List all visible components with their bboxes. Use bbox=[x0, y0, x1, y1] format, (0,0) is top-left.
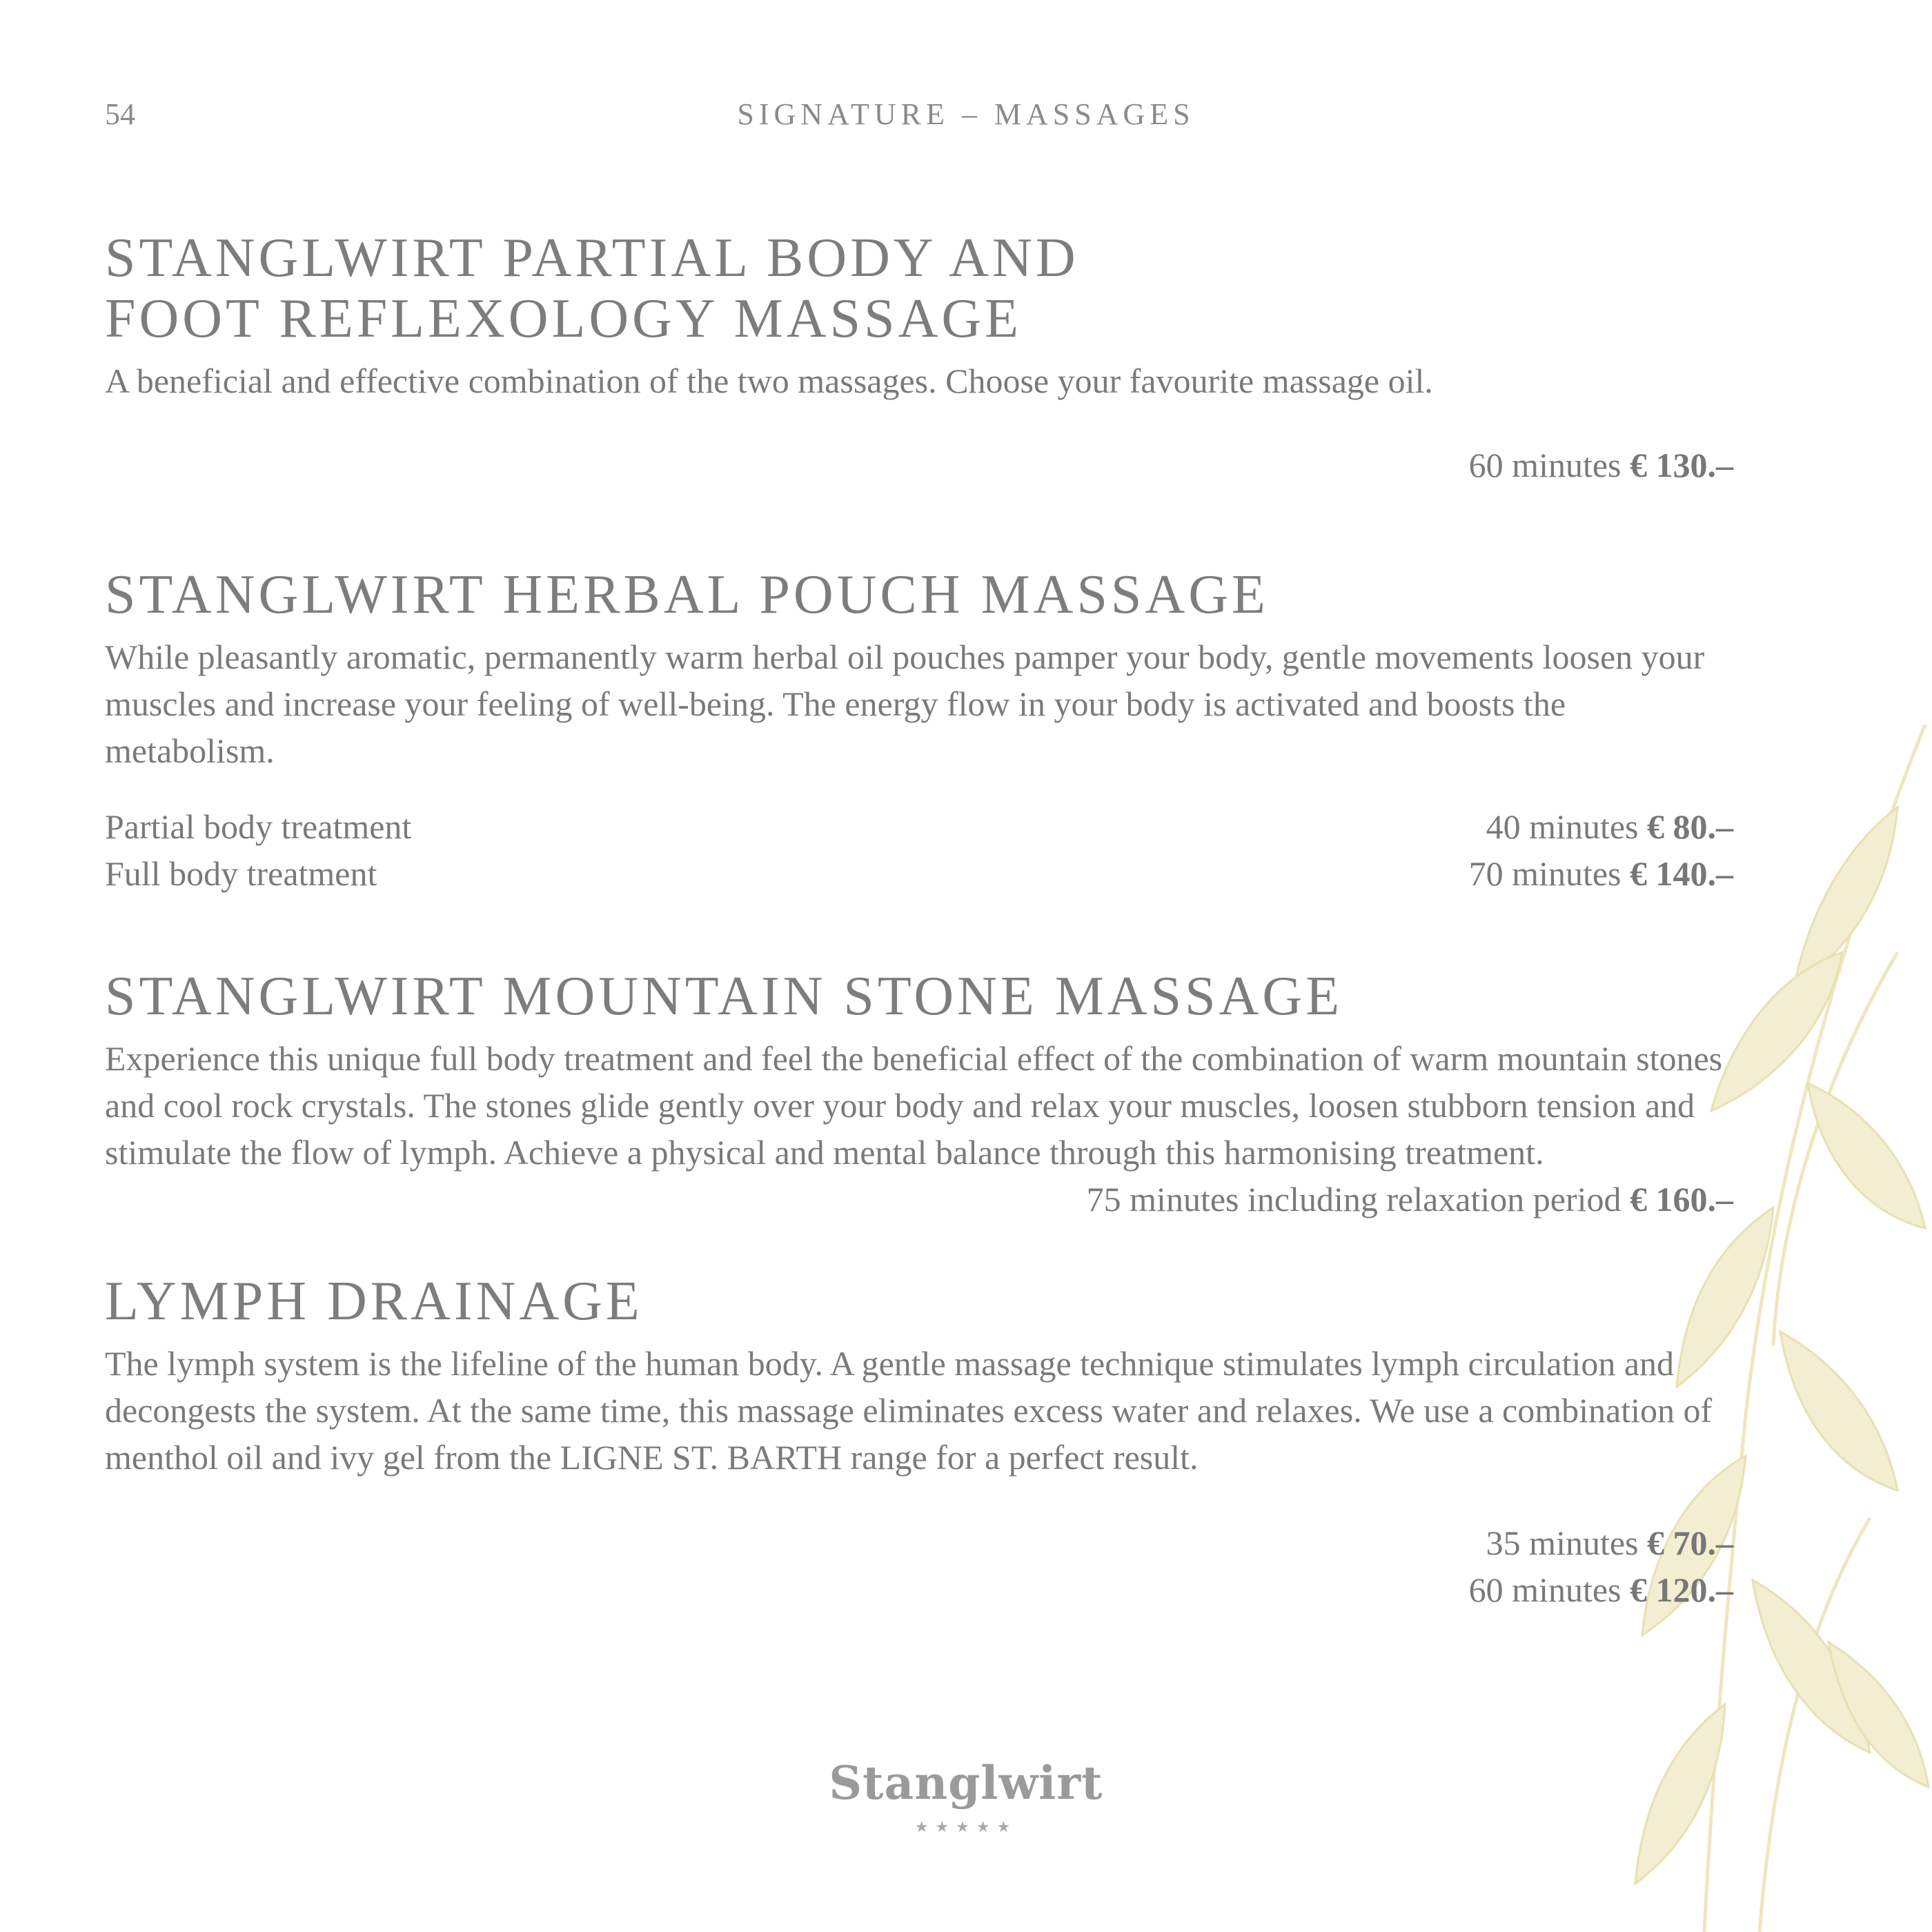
price-list bbox=[105, 1176, 1733, 1223]
price-row: Full body treatment 70 minutes € 140.– bbox=[105, 854, 1733, 893]
treatment-title: STANGLWIRT PARTIAL BODY AND FOOT REFLEXOLOGY MASSAGE bbox=[105, 228, 1079, 349]
stanglwirt-logo: Stanglwirt bbox=[829, 1756, 1103, 1810]
price-row: 75 minutes including relaxation period € 160.– bbox=[1086, 1180, 1733, 1219]
treatment-description: A beneficial and effective combination of the two massages. Choose your favourite massage oil. bbox=[105, 362, 1433, 400]
treatment-mountain-stone bbox=[105, 966, 1733, 1223]
price-list bbox=[105, 442, 1733, 489]
treatment-description: While pleasantly aromatic, permanently warm herbal oil pouches pamper your body, gentle movements loosen your muscles and increase your feeling of well-being. The energy flow in your body is activated and boosts the metabolism. bbox=[105, 638, 1705, 770]
treatment-description: Experience this unique full body treatment and feel the beneficial effect of the combination of warm mountain stones and cool rock crystals. The stones glide gently over your body and relax your muscles, loosen stubborn tension and stimulate the flow of lymph. Achieve a physical and mental balance through this harmonising treatment. bbox=[105, 1039, 1723, 1172]
star-rating-icon: ★★★★★ bbox=[914, 1818, 1018, 1835]
price-row: 35 minutes € 70.– bbox=[1486, 1524, 1733, 1562]
price-row: 60 minutes € 130.– bbox=[1468, 446, 1733, 484]
treatment-partial-body-reflexology bbox=[105, 228, 1733, 489]
price-row: Partial body treatment 40 minutes € 80.– bbox=[105, 807, 1733, 846]
treatment-title: STANGLWIRT MOUNTAIN STONE MASSAGE bbox=[105, 966, 1343, 1027]
page-header bbox=[105, 97, 1827, 138]
treatment-herbal-pouch bbox=[105, 564, 1733, 897]
price-list bbox=[105, 803, 1733, 897]
treatment-lymph-drainage bbox=[105, 1271, 1733, 1613]
treatment-title: LYMPH DRAINAGE bbox=[105, 1271, 643, 1332]
price-row: 60 minutes € 120.– bbox=[1468, 1570, 1733, 1609]
treatment-description: The lymph system is the lifeline of the human body. A gentle massage technique stimulates lymph circulation and decongests the system. At the same time, this massage eliminates excess water and relaxes. We use a combination of menthol oil and ivy gel from the LIGNE ST. BARTH range for a perfect result. bbox=[105, 1344, 1713, 1477]
price-list bbox=[105, 1519, 1733, 1613]
treatment-title: STANGLWIRT HERBAL POUCH MASSAGE bbox=[105, 564, 1269, 625]
treatment-list bbox=[105, 228, 1733, 1613]
section-title: SIGNATURE – MASSAGES bbox=[737, 97, 1195, 131]
page-number: 54 bbox=[105, 97, 135, 131]
